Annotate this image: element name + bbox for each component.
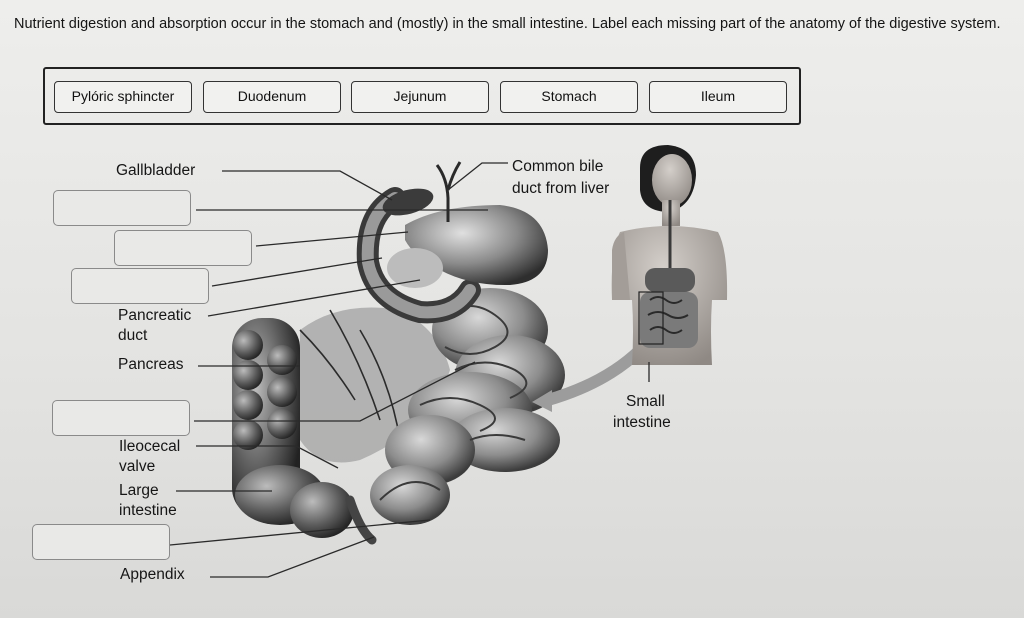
label-small-intestine-line2: intestine (613, 414, 671, 431)
drop-target-5[interactable] (32, 524, 170, 560)
drop-target-1[interactable] (53, 190, 191, 226)
chip-ileum[interactable]: Ileum (649, 81, 787, 113)
drop-target-2[interactable] (114, 230, 252, 266)
drop-target-4[interactable] (52, 400, 190, 436)
label-large-intestine-line2: intestine (119, 502, 177, 519)
label-pancreatic-duct-line2: duct (118, 327, 148, 344)
label-ileocecal-valve-line2: valve (119, 458, 156, 475)
human-figure (612, 145, 727, 365)
chip-duodenum[interactable]: Duodenum (203, 81, 341, 113)
label-common-bile-duct-line2: duct from liver (512, 180, 610, 197)
label-small-intestine-line1: Small (626, 393, 665, 410)
label-pancreas: Pancreas (118, 356, 184, 373)
label-pancreatic-duct-line1: Pancreatic (118, 307, 192, 324)
label-ileocecal-valve-line1: Ileocecal (119, 438, 181, 455)
question-text: Nutrient digestion and absorption occur in the stomach and (mostly) in the small intestine. Label each missing part of the anatomy of the digestive system. (14, 16, 1001, 32)
chip-jejunum[interactable]: Jejunum (351, 81, 489, 113)
chip-pyloric-sphincter[interactable]: Pylóric sphincter (54, 81, 192, 113)
chip-stomach[interactable]: Stomach (500, 81, 638, 113)
label-common-bile-duct-line1: Common bile (512, 158, 604, 175)
label-large-intestine-line1: Large (119, 482, 159, 499)
drop-target-3[interactable] (71, 268, 209, 304)
label-appendix: Appendix (120, 566, 185, 583)
label-gallbladder: Gallbladder (116, 162, 196, 179)
